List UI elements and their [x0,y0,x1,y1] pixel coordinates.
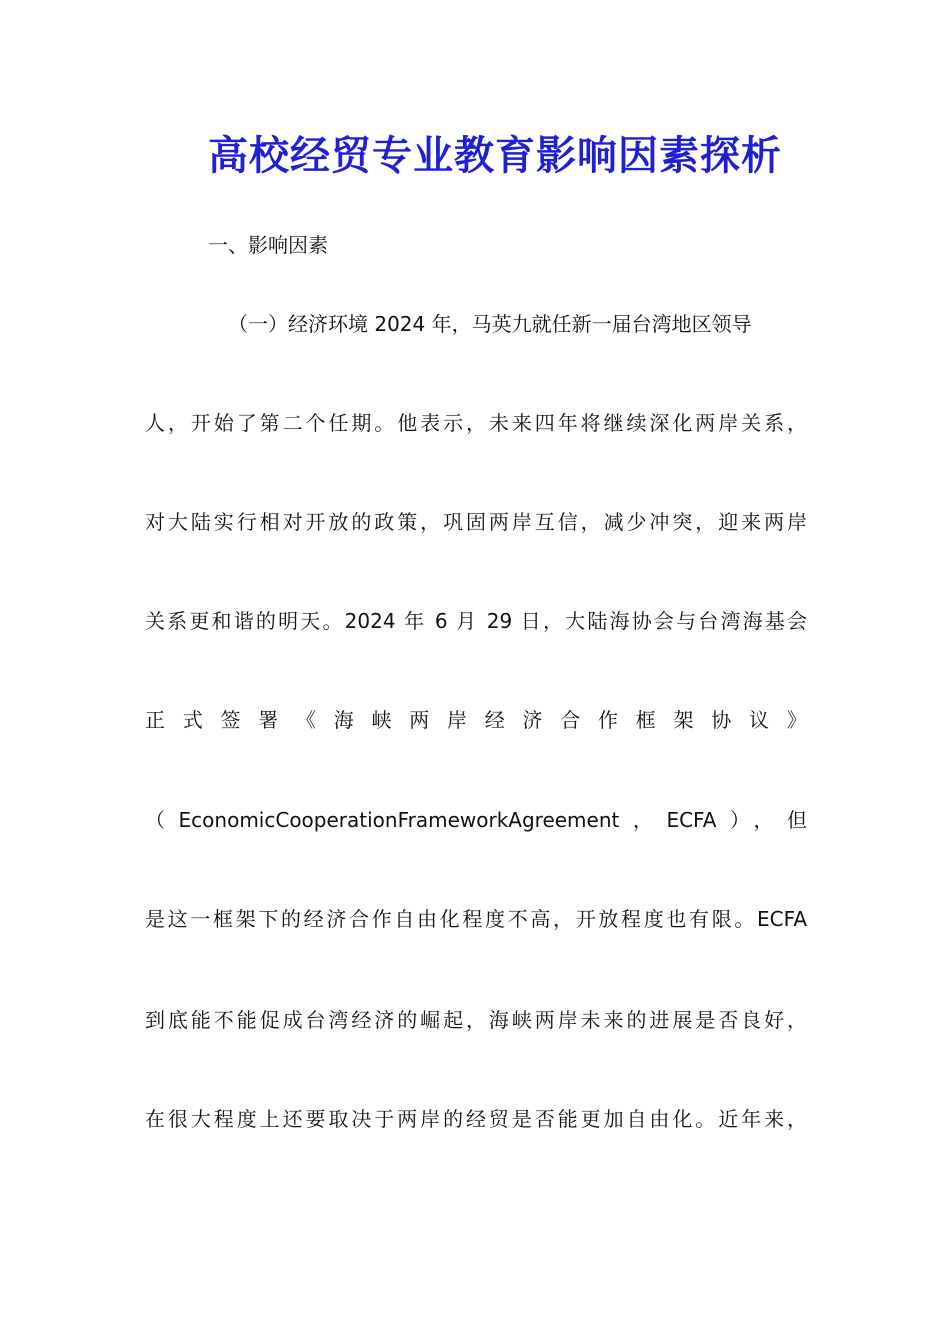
paragraph-line-5 [145,706,807,734]
paragraph-line-3: 对大陆实行相对开放的政策，巩固两岸互信，减少冲突，迎来两岸 [145,510,807,534]
paragraph-line-6: （EconomicCooperationFrameworkAgreement，ECFA），但 [145,808,807,832]
paragraph-line-1: （一）经济环境 2024 年，马英九就任新一届台湾地区领导 [228,312,752,336]
paragraph-line-4: 关系更和谐的明天。2024 年 6 月 29 日，大陆海协会与台湾海基会 [145,609,807,633]
paragraph-line-7: 是这一框架下的经济合作自由化程度不高，开放程度也有限。ECFA [145,907,807,931]
spread-character: 作 [598,708,618,732]
spread-character: 议 [749,708,769,732]
paragraph-line-9: 在很大程度上还要取决于两岸的经贸是否能更加自由化。近年来， [145,1107,807,1131]
spread-character: 正 [145,708,165,732]
spread-character: 框 [635,708,656,732]
spread-character: 署 [258,708,279,732]
spread-character: 两 [409,708,430,732]
section-heading: 一、影响因素 [208,233,328,257]
spread-character: 签 [220,708,241,732]
spread-character: 式 [182,708,203,732]
spread-character: 协 [711,708,732,732]
spread-character: 《 [296,708,316,732]
paragraph-line-2: 人，开始了第二个任期。他表示，未来四年将继续深化两岸关系， [145,411,807,435]
spread-character: 岸 [447,708,467,732]
spread-character: 》 [786,708,807,732]
spread-character: 经 [484,708,505,732]
spread-character: 架 [673,708,694,732]
spread-character: 峡 [371,708,392,732]
spread-character: 合 [560,708,581,732]
spread-character: 海 [333,708,354,732]
spread-character: 济 [522,708,543,732]
paragraph-line-8: 到底能不能促成台湾经济的崛起，海峡两岸未来的进展是否良好， [145,1008,807,1032]
page-title: 高校经贸专业教育影响因素探析 [208,132,782,179]
